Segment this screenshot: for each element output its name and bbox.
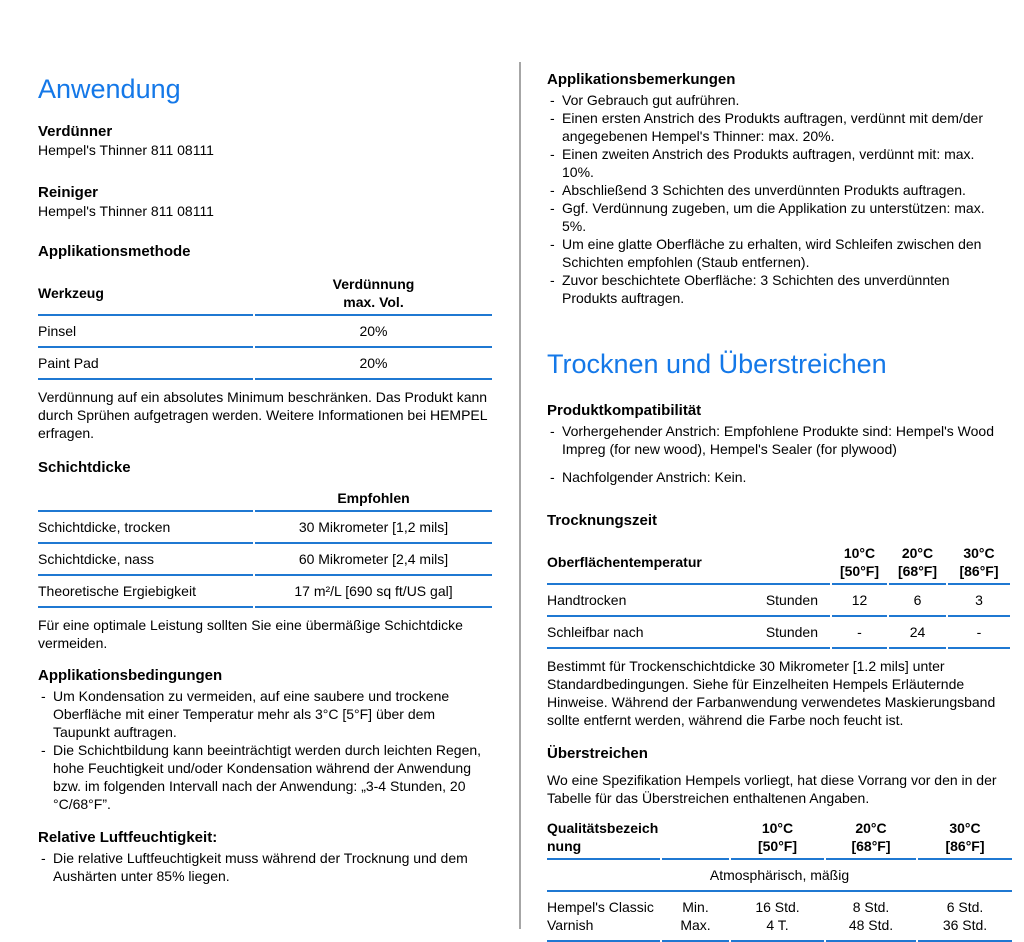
- thinner-value: Hempel's Thinner 811 08111: [38, 142, 214, 158]
- drying-time-note: Bestimmt für Trockenschichtdicke 30 Mikrometer [1.2 mils] unter Standardbedingungen. Siehe für Einzelheiten Hempels Erläuternde Hinweise. Während der Farbanwendung verwendetes Maskierungsband sollte entfernt werden, während die Farbe noch feucht ist.: [547, 658, 996, 728]
- application-method-note: Verdünnung auf ein absolutes Minimum beschränken. Das Produkt kann durch Sprühen aufgetragen werden. Weitere Informationen bei HEMPEL erfragen.: [38, 389, 488, 441]
- col-header-temp-10: 10°C [50°F]: [832, 544, 887, 585]
- thinner-label: Verdünner: [38, 123, 113, 140]
- row-label: Handtrocken: [547, 592, 627, 608]
- overcoating-label: Überstreichen: [547, 745, 648, 762]
- list-item: - Die Schichtbildung kann beeinträchtigt werden durch leichten Regen, hohe Feuchtigkeit und/oder Kondensation während der Anwendung bzw. im folgenden Intervall nach der Anwendung: „3-4 Stunden, 20 °C/68°F”.: [38, 741, 490, 813]
- application-method-label: Applikationsmethode: [38, 243, 191, 260]
- cleaner-value: Hempel's Thinner 811 08111: [38, 203, 214, 219]
- list-item: - Einen ersten Anstrich des Produkts auftragen, verdünnt mit dem/der angegebenen Hempel's Thinner: max. 20%.: [547, 109, 1004, 145]
- overcoating-intro: Wo eine Spezifikation Hempels vorliegt, hat diese Vorrang vor den in der Tabelle für das Überstreichen enthaltenen Angaben.: [547, 772, 997, 806]
- col-header-temp-30: 30°C [86°F]: [948, 544, 1010, 585]
- list-item: - Vorhergehender Anstrich: Empfohlene Produkte sind: Hempel's Wood Impreg (for new wood), Hempel's Sealer (for plywood): [547, 422, 1004, 458]
- application-conditions-label: Applikationsbedingungen: [38, 667, 223, 684]
- table-row: Schichtdicke, nass 60 Mikrometer [2,4 mils]: [38, 544, 492, 576]
- list-item: - Abschließend 3 Schichten des unverdünnten Produkts auftragen.: [547, 181, 1004, 199]
- list-item: - Einen zweiten Anstrich des Produkts auftragen, verdünnt mit: max. 10%.: [547, 145, 1004, 181]
- drying-time-label: Trocknungszeit: [547, 512, 658, 529]
- list-item: - Vor Gebrauch gut aufrühren.: [547, 91, 1004, 109]
- list-item: - Die relative Luftfeuchtigkeit muss während der Trocknung und dem Aushärten unter 85% liegen.: [38, 849, 490, 885]
- col-header-temp-20: 20°C [68°F]: [889, 544, 946, 585]
- table-header-row: [547, 819, 1012, 860]
- col-header-empfohlen: Empfohlen: [255, 489, 492, 512]
- application-conditions-list: [38, 687, 490, 813]
- list-item: - Um Kondensation zu vermeiden, auf eine saubere und trockene Oberfläche mit einer Temperatur mehr als 3°C [5°F] über dem Taupunkt auftragen.: [38, 687, 490, 741]
- right-column: [547, 66, 1004, 942]
- table-row: Theoretische Ergiebigkeit 17 m²/L [690 sq ft/US gal]: [38, 576, 492, 608]
- table-row: Schleifbar nach Stunden - 24 -: [547, 617, 1010, 649]
- overcoating-table: [545, 819, 1014, 942]
- relative-humidity-list: [38, 849, 490, 885]
- row-unit: Stunden: [765, 624, 818, 640]
- table-row: Pinsel 20%: [38, 316, 492, 348]
- table-header-row: [547, 544, 1010, 585]
- row-unit: Stunden: [765, 592, 818, 608]
- relative-humidity-label: Relative Luftfeuchtigkeit:: [38, 829, 218, 846]
- min-max-cell: Min. Max.: [662, 892, 729, 942]
- col-header-temp-10: 10°C [50°F]: [731, 819, 824, 860]
- application-remarks-label: Applikationsbemerkungen: [547, 71, 736, 88]
- value-cell-20c: 8 Std. 48 Std.: [826, 892, 916, 942]
- table-row: [547, 892, 1012, 942]
- value-cell-10c: 16 Std. 4 T.: [731, 892, 824, 942]
- left-column: [38, 66, 490, 885]
- col-header-verduennung: Verdünnung max. Vol.: [255, 275, 492, 316]
- value-cell-30c: 6 Std. 36 Std.: [918, 892, 1012, 942]
- row-label: Schleifbar nach: [547, 624, 644, 640]
- film-thickness-table: [36, 489, 494, 608]
- application-method-table: [36, 275, 494, 380]
- list-item: - Zuvor beschichtete Oberfläche: 3 Schichten des unverdünnten Produkts auftragen.: [547, 271, 1004, 307]
- product-compatibility-label: Produktkompatibilität: [547, 402, 702, 419]
- list-item: - Nachfolgender Anstrich: Kein.: [547, 468, 1004, 486]
- list-item: - Ggf. Verdünnung zugeben, um die Applikation zu unterstützen: max. 5%.: [547, 199, 1004, 235]
- film-thickness-label: Schichtdicke: [38, 459, 131, 476]
- film-thickness-note: Für eine optimale Leistung sollten Sie eine übermäßige Schichtdicke vermeiden.: [38, 617, 463, 651]
- column-divider: [519, 62, 521, 929]
- table-span-row: [547, 860, 1012, 892]
- drying-time-table: [545, 544, 1012, 649]
- table-header-row: [38, 489, 492, 512]
- table-header-row: [38, 275, 492, 316]
- application-remarks-list: [547, 91, 1004, 307]
- list-item: - Um eine glatte Oberfläche zu erhalten, wird Schleifen zwischen den Schichten empfohlen (Staub entfernen).: [547, 235, 1004, 271]
- table-row: Handtrocken Stunden 12 6 3: [547, 585, 1010, 617]
- table-row: Schichtdicke, trocken 30 Mikrometer [1,2 mils]: [38, 512, 492, 544]
- section-title-trocknen: Trocknen und Überstreichen: [547, 349, 887, 379]
- product-name-cell: Hempel's Classic Varnish: [547, 892, 660, 942]
- atmospheric-condition-label: Atmosphärisch, mäßig: [547, 860, 1012, 892]
- col-header-quality-name: Qualitätsbezeichnung: [547, 819, 660, 860]
- cleaner-label: Reiniger: [38, 184, 99, 201]
- product-compatibility-list: [547, 422, 1004, 486]
- section-title-anwendung: Anwendung: [38, 74, 181, 104]
- table-row: Paint Pad 20%: [38, 348, 492, 380]
- col-header-werkzeug: Werkzeug: [38, 275, 253, 316]
- col-header-surface-temperature: Oberflächentemperatur: [547, 544, 830, 585]
- col-header-temp-20: 20°C [68°F]: [826, 819, 916, 860]
- col-header-temp-30: 30°C [86°F]: [918, 819, 1012, 860]
